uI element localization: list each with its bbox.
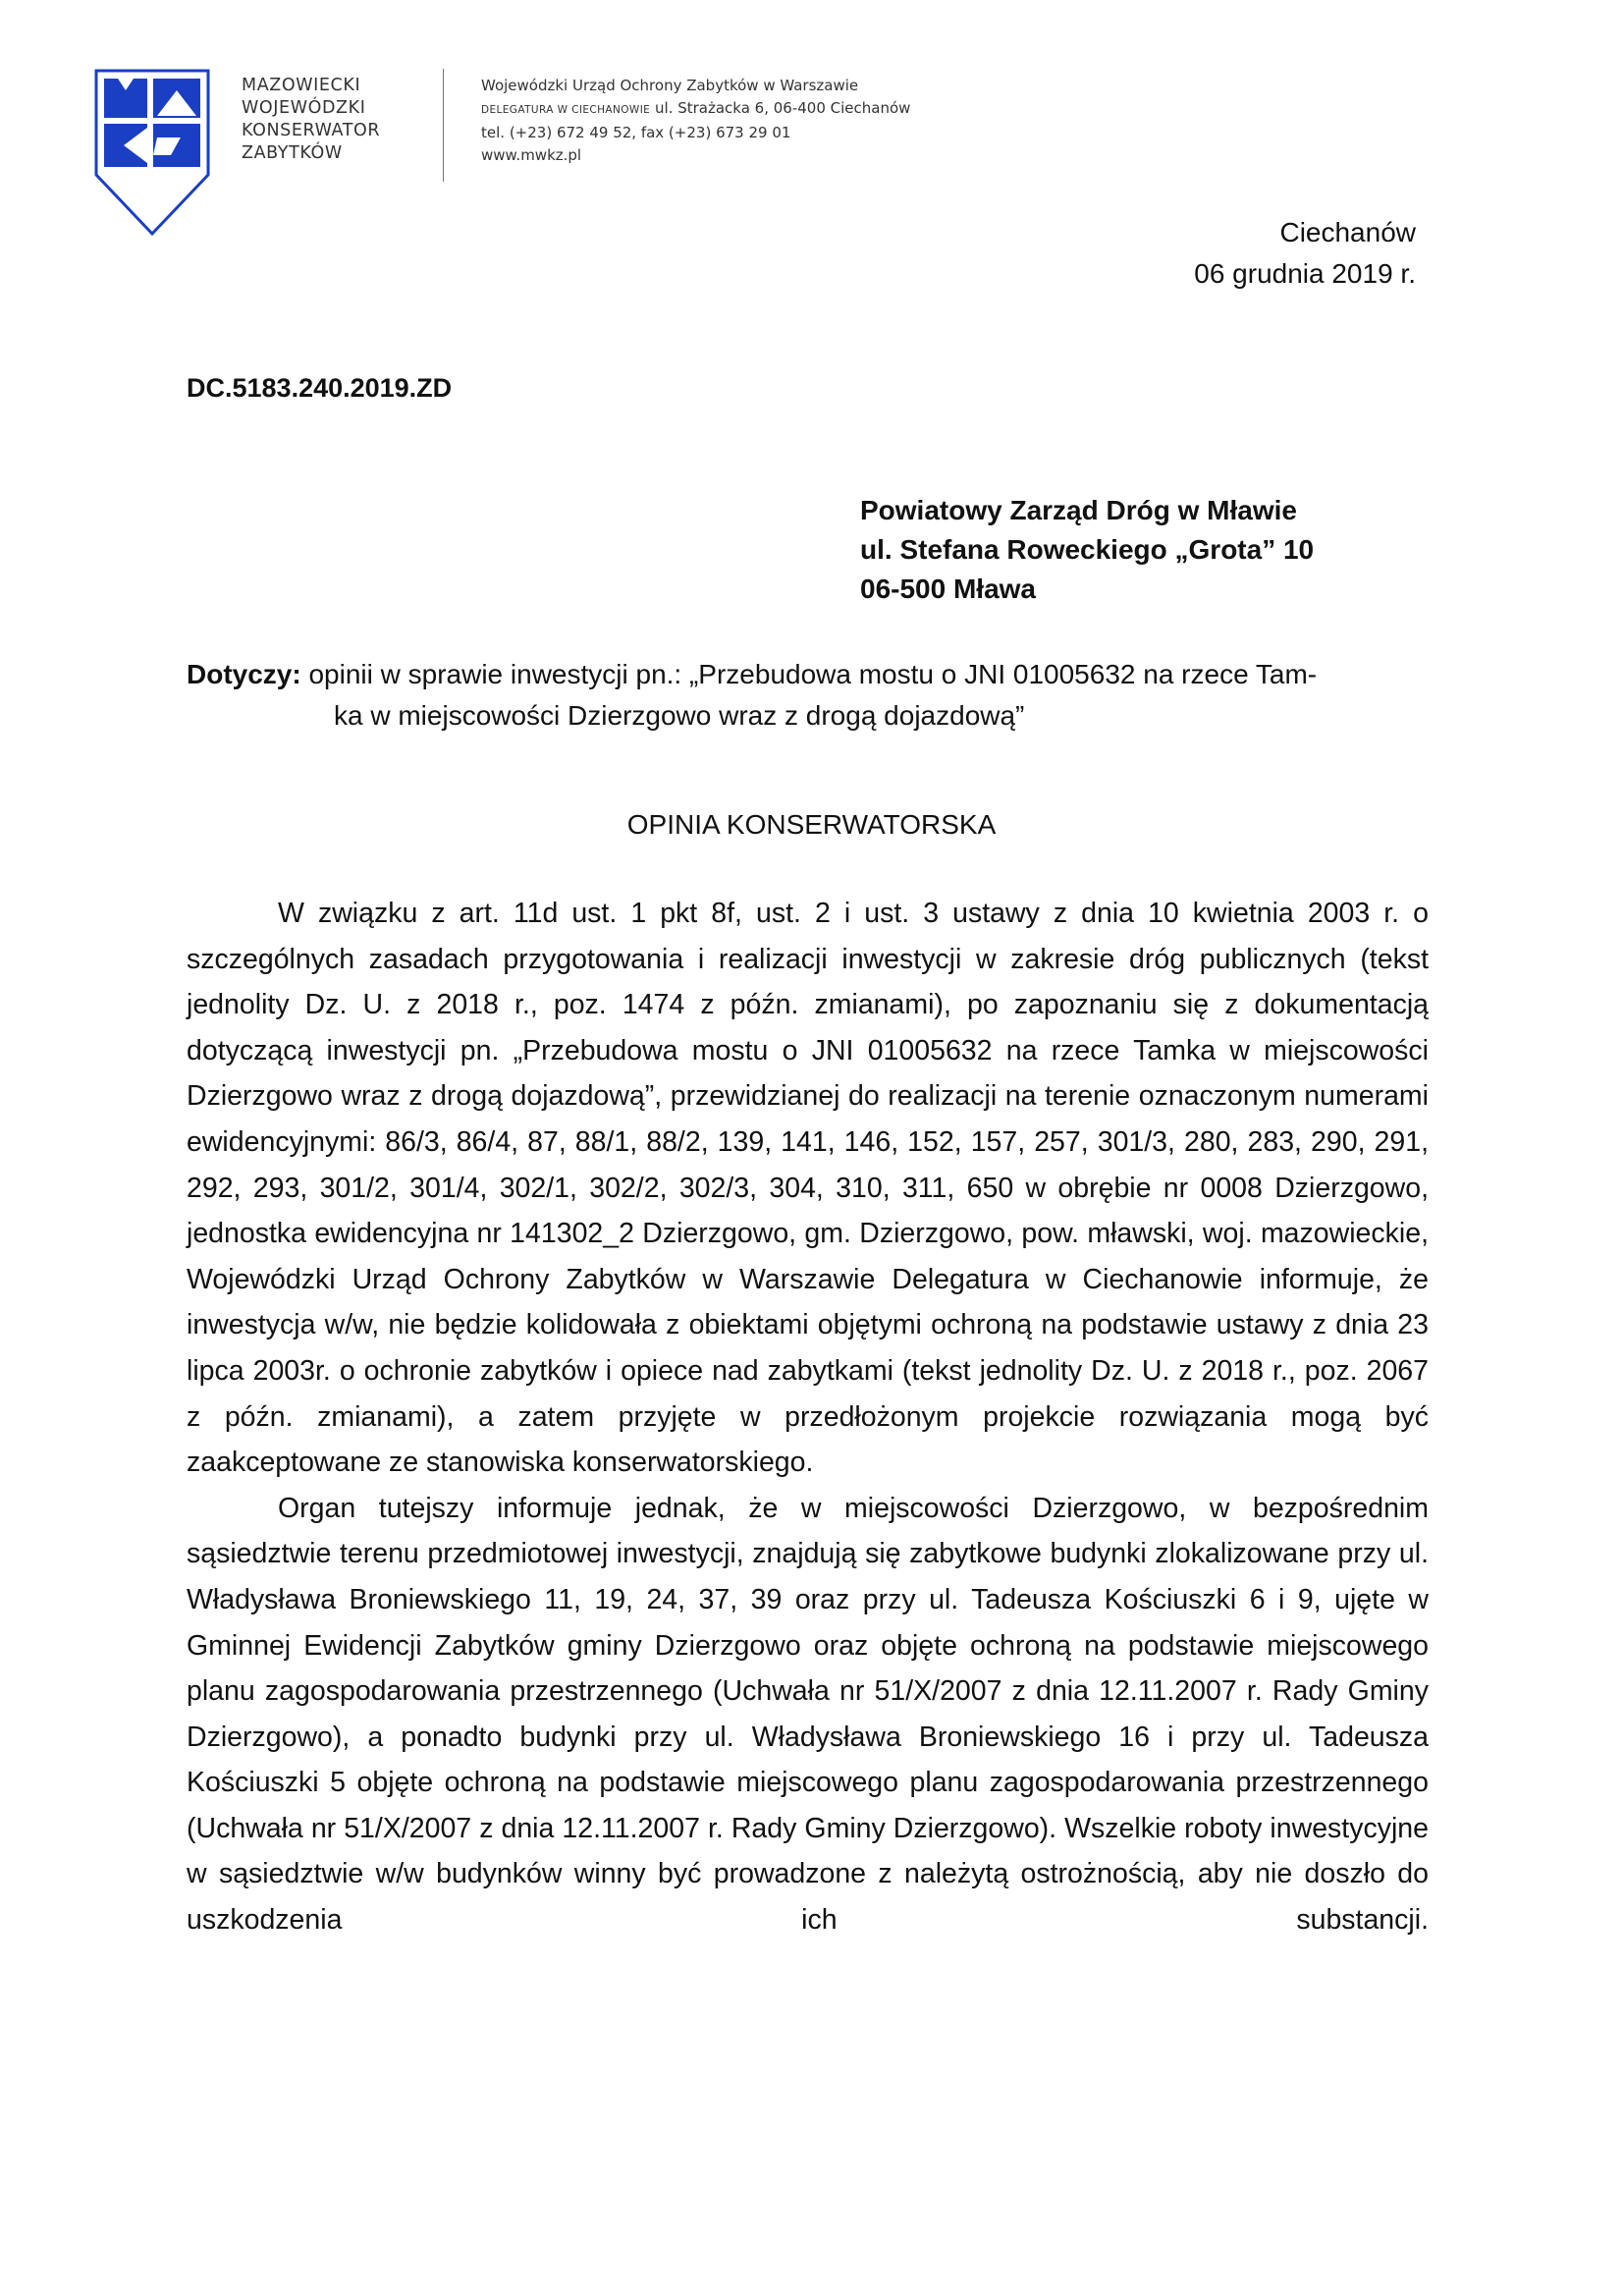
document-body [187,891,1429,1943]
phone-fax: tel. (+23) 672 49 52, fax (+23) 673 29 01 [481,124,791,141]
addressee [860,491,1314,609]
letterhead-contact [481,75,910,167]
document-title: OPINIA KONSERWATORSKA [626,809,997,840]
org-name-line: WOJEWÓDZKI [242,98,366,118]
letterhead-divider [443,69,444,182]
organization-name [242,75,380,165]
subject-line-1: opinii w sprawie inwestycji pn.: „Przebudowa mostu o JNI 01005632 na rzece Tam- [308,659,1318,689]
body-paragraph: Organ tutejszy informuje jednak, że w miejscowości Dzierzgowo, w bezpośrednim sąsiedztwie terenu przedmiotowej inwestycji, znajdują się zabytkowe budynki zlokalizowane przy ul. Władysława Broniewskiego 11, 19, 24, 37, 39 oraz przy ul. Tadeusza Kościuszki 6 i 9, ujęte w Gminnej Ewidencji Zabytków gminy Dzierzgowo oraz objęte ochroną na podstawie miejscowego planu zagospodarowania przestrzennego (Uchwała nr 51/X/2007 z dnia 12.11.2007 r. Rady Gminy Dzierzgowo), a ponadto budynki przy ul. Władysława Broniewskiego 16 i przy ul. Tadeusza Kościuszki 5 objęte ochroną na podstawie miejscowego planu zagospodarowania przestrzennego (Uchwała nr 51/X/2007 z dnia 12.11.2007 r. Rady Gminy Dzierzgowo). Wszelkie roboty inwestycyjne w sąsiedztwie w/w budynków winny być prowadzone z należytą ostrożnością, aby nie doszło do uszkodzenia ich substancji. [187,1492,1429,1937]
org-name-line: KONSERWATOR [242,121,381,140]
addressee-street: ul. Stefana Roweckiego „Grota” 10 [860,534,1315,565]
place-date [1194,212,1416,295]
place: Ciechanów [1279,217,1416,247]
street-address: ul. Strażacka 6, 06-400 Ciechanów [655,99,911,117]
subject-label: Dotyczy: [187,659,301,689]
reference-number: DC.5183.240.2019.ZD [187,373,453,403]
delegation-label: DELEGATURA W CIECHANOWIE [481,104,651,116]
subject [187,654,1404,737]
website-link[interactable]: www.mwkz.pl [481,146,582,164]
body-paragraph: W związku z art. 11d ust. 1 pkt 8f, ust. 2 i ust. 3 ustawy z dnia 10 kwietnia 2003 r. o szczególnych zasadach przygotowania i realizacji inwestycji w zakresie dróg publicznych (tekst jednolity Dz. U. z 2018 r., poz. 1474 z późn. zmianami), po zapoznaniu się z dokumentacją dotyczącą inwestycji pn. „Przebudowa mostu o JNI 01005632 na rzece Tamka w miejscowości Dzierzgowo wraz z drogą dojazdową”, przewidzianej do realizacji na terenie oznaczonym numerami ewidencyjnymi: 86/3, 86/4, 87, 88/1, 88/2, 139, 141, 146, 152, 157, 257, 301/3, 280, 283, 290, 291, 292, 293, 301/2, 301/4, 302/1, 302/2, 302/3, 304, 310, 311, 650 w obrębie nr 0008 Dzierzgowo, jednostka ewidencyjna nr 141302_2 Dzierzgowo, gm. Dzierzgowo, pow. mławski, woj. mazowieckie, Wojewódzki Urząd Ochrony Zabytków w Warszawie Delegatura w Ciechanowie informuje, że inwestycja w/w, nie będzie kolidowała z obiektami objętymi ochroną na podstawie ustawy z dnia 23 lipca 2003r. o ochronie zabytków i opiece nad zabytkami (tekst jednolity Dz. U. z 2018 r., poz. 2067 z późn. zmianami), a zatem przyjęte w przedłożonym projekcie rozwiązania mogą być zaakceptowane ze stanowiska konserwatorskiego. [187,898,1429,1479]
mwkz-shield-logo-icon [94,69,210,238]
org-name-line: MAZOWIECKI [242,76,361,95]
office-name: Wojewódzki Urząd Ochrony Zabytków w Warszawie [481,77,859,94]
office-address [481,97,910,122]
subject-line-2: ka w miejscowości Dzierzgowo wraz z drogą dojazdową” [334,700,1025,731]
date: 06 grudnia 2019 r. [1194,258,1416,289]
addressee-name: Powiatowy Zarząd Dróg w Mławie [860,495,1297,525]
org-name-line: ZABYTKÓW [242,143,343,163]
addressee-city: 06-500 Mława [860,574,1036,604]
